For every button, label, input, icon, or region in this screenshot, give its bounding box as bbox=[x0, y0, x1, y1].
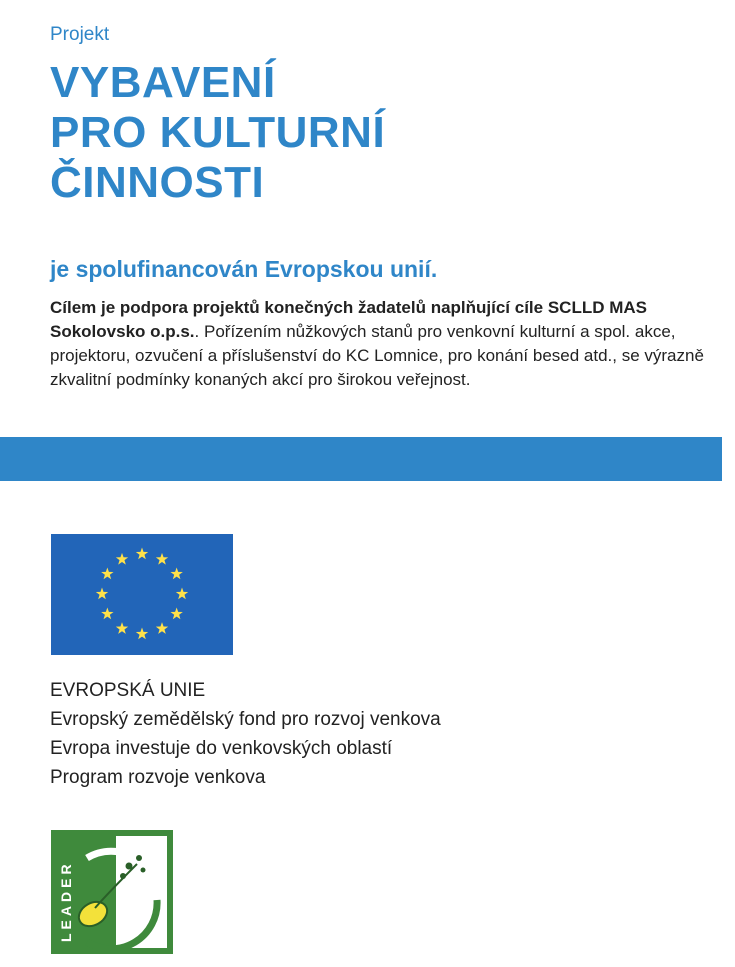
eu-flag-graphic bbox=[51, 534, 233, 655]
leader-wordmark: LEADER bbox=[58, 860, 74, 942]
title-line-1: VYBAVENÍ bbox=[50, 58, 276, 107]
eu-text-block bbox=[50, 676, 441, 792]
eu-line-1: EVROPSKÁ UNIE bbox=[50, 680, 206, 701]
project-title bbox=[50, 58, 385, 208]
leader-logo-icon bbox=[51, 830, 173, 954]
description-regular: . Pořízením nůžkových stanů pro venkovní kulturní a spol. akce, projektoru, ozvučení a příslušenství do KC Lomnice, pro konání besed atd., se výrazně zkvalitní podmínky konaných akcí pro širokou veřejnost. bbox=[50, 322, 704, 389]
project-label: Projekt bbox=[50, 24, 110, 45]
blue-band-divider bbox=[0, 437, 722, 481]
cofinancing-statement: je spolufinancován Evropskou unií. bbox=[50, 256, 438, 282]
description-bold: Cílem je podpora projektů konečných žadatelů naplňující cíle SCLLD MAS Sokolovsko o.p.s. bbox=[50, 298, 647, 341]
eu-line-2: Evropský zemědělský fond pro rozvoj venkova bbox=[50, 709, 441, 730]
leader-logo-graphic bbox=[51, 830, 173, 954]
title-line-3: ČINNOSTI bbox=[50, 158, 265, 207]
project-description bbox=[50, 296, 710, 392]
eu-flag-icon bbox=[51, 534, 233, 655]
eu-line-4: Program rozvoje venkova bbox=[50, 767, 266, 788]
eu-line-3: Evropa investuje do venkovských oblastí bbox=[50, 738, 393, 759]
title-line-2: PRO KULTURNÍ bbox=[50, 108, 386, 157]
